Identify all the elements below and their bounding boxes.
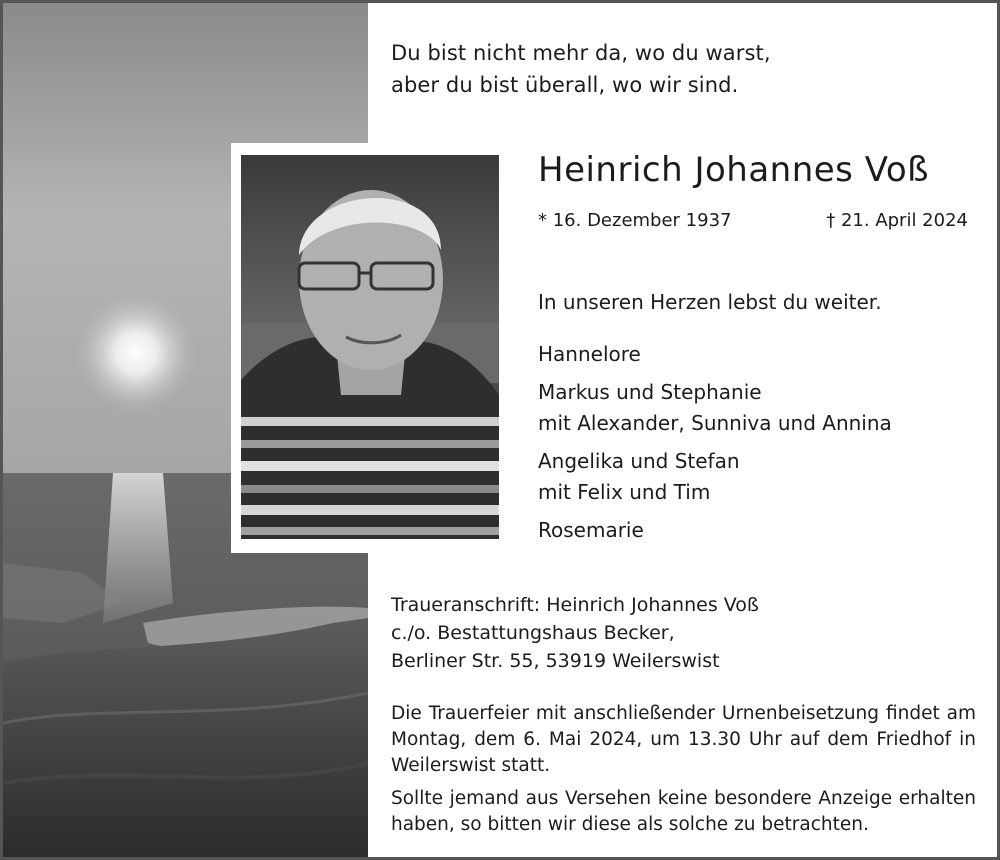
portrait-frame [231, 143, 509, 553]
mourner-line: Angelika und Stefan [538, 449, 740, 473]
mourner-group [538, 377, 978, 439]
mourner-group [538, 446, 978, 508]
address-line-2: c./o. Bestattungshaus Becker, [391, 622, 675, 644]
mourning-address [391, 591, 981, 675]
mourner-line: mit Alexander, Sunniva und Annina [538, 411, 892, 435]
mourner-group [538, 515, 978, 546]
quote-line-2: aber du bist überall, wo wir sind. [391, 73, 739, 97]
deceased-name: Heinrich Johannes Voß [538, 150, 930, 190]
portrait-photo [241, 155, 499, 539]
mourner-line: Hannelore [538, 342, 641, 366]
memorial-motto: In unseren Herzen lebst du weiter. [538, 290, 882, 314]
ceremony-info [391, 701, 976, 845]
death-date: † 21. April 2024 [826, 210, 968, 231]
mourner-line: Rosemarie [538, 518, 644, 542]
birth-date: * 16. Dezember 1937 [538, 210, 732, 231]
address-line-1: Traueranschrift: Heinrich Johannes Voß [391, 594, 759, 616]
notice-paragraph: Sollte jemand aus Versehen keine besondere Anzeige erhalten haben, so bitten wir diese als solche zu betrachten. [391, 788, 976, 835]
mourner-group [538, 339, 978, 370]
mourners-list [538, 339, 978, 553]
quote [391, 37, 951, 101]
mourner-line: mit Felix und Tim [538, 480, 711, 504]
ceremony-paragraph: Die Trauerfeier mit anschließender Urnenbeisetzung findet am Montag, dem 6. Mai 2024, um 13.30 Uhr auf dem Friedhof in Weilerswist statt. [391, 703, 976, 776]
life-dates [538, 208, 968, 234]
address-line-3: Berliner Str. 55, 53919 Weilerswist [391, 650, 720, 672]
quote-line-1: Du bist nicht mehr da, wo du warst, [391, 41, 771, 65]
mourner-line: Markus und Stephanie [538, 380, 762, 404]
